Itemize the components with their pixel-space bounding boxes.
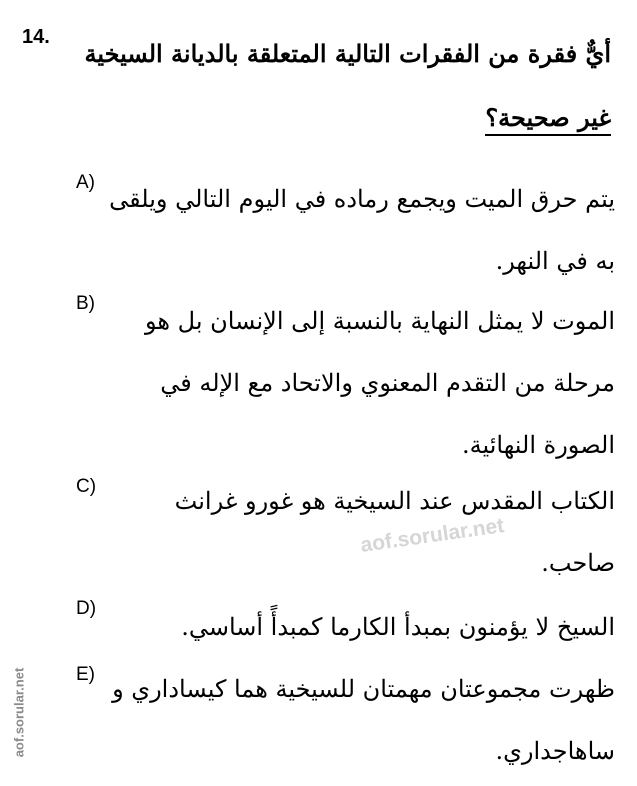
option-d-letter: D) [76,598,97,619]
question-number: 14. [22,26,50,48]
question-stem-line2: غير صحيحة؟ [485,103,611,136]
option-c-letter: C) [76,476,97,497]
question-stem-line1: أيٌّ فقرة من الفقرات التالية المتعلقة بالديانة السيخية [84,39,611,68]
option-a-text[interactable]: يتم حرق الميت ويجمع رماده في اليوم التالي ويلقى به في النهر. [109,185,615,275]
option-b-text[interactable]: الموت لا يمثل النهاية بالنسبة إلى الإنسان بل هو مرحلة من التقدم المعنوي والاتحاد مع الإله في الصورة النهائية. [144,307,615,459]
watermark: aof.sorular.net [359,514,506,557]
side-watermark: aof.sorular.net [11,667,27,758]
option-e-letter: E) [76,664,95,685]
option-e-text[interactable]: ظهرت مجموعتان مهمتان للسيخية هما كيساداري و ساهاجداري. [112,675,615,765]
option-a-letter: A) [76,172,95,193]
option-b-letter: B) [76,293,95,314]
option-d-text[interactable]: السيخ لا يؤمنون بمبدأ الكارما كمبدأً أساسي. [181,613,615,641]
question-stem [71,22,611,150]
option-c-text[interactable]: الكتاب المقدس عند السيخية هو غورو غرانث صاحب. [174,487,615,577]
